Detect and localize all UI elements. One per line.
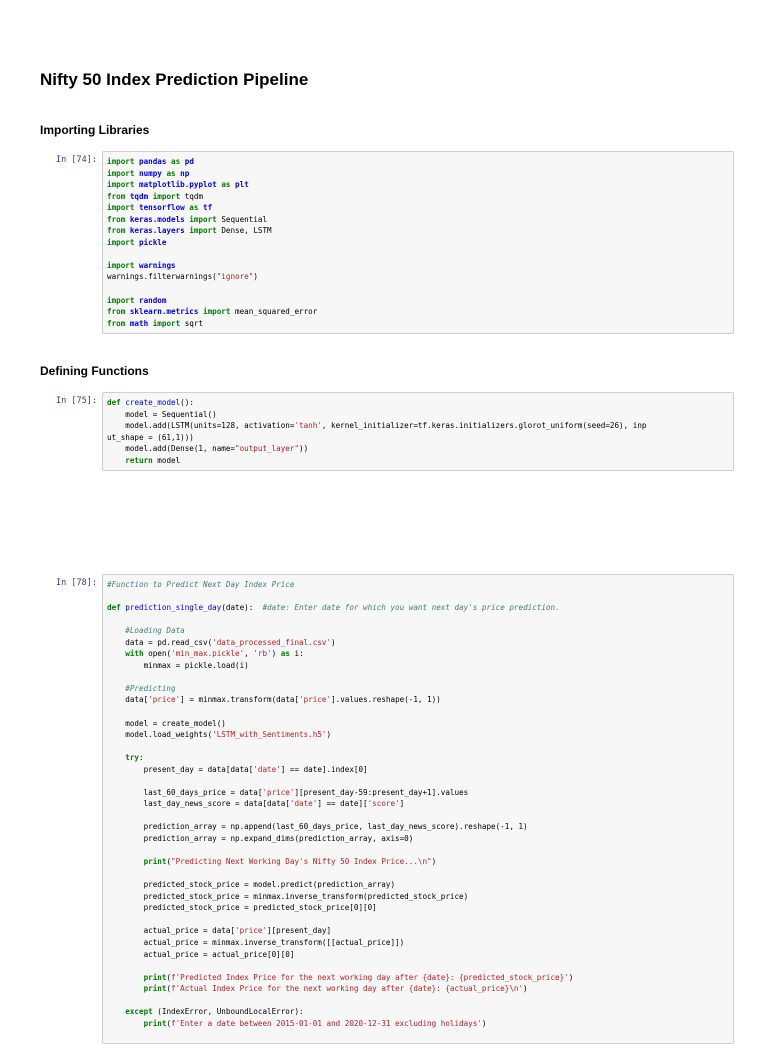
code-token: ) <box>523 984 528 994</box>
code-token: mean_squared_error <box>235 307 318 317</box>
code-line <box>107 788 468 797</box>
code-token: i: <box>294 649 304 659</box>
code-line <box>107 192 203 201</box>
code-token: 'price' <box>262 787 295 797</box>
code-token: print <box>107 972 167 982</box>
code-token: 'price' <box>148 695 181 705</box>
code-token: : <box>139 753 144 763</box>
code-token: from <box>107 226 130 236</box>
code-line <box>107 892 468 901</box>
code-token: import <box>107 260 140 270</box>
code-line <box>107 249 112 258</box>
code-token: as <box>216 180 236 190</box>
code-token: warnings.filterwarnings( <box>107 272 217 282</box>
code-line <box>107 857 436 866</box>
code-token: plt <box>235 180 249 190</box>
code-token: from <box>107 318 130 328</box>
code-token: model.add(LSTM(units=128, activation= <box>107 421 295 431</box>
code-line <box>107 203 212 212</box>
code-token: 'score' <box>367 799 400 809</box>
code-token: actual_price = data[ <box>107 926 236 936</box>
code-input[interactable] <box>102 151 734 334</box>
code-line <box>107 961 112 970</box>
code-token: f'Actual Index Price for the next working day after {date}: {actual_price}\n' <box>171 984 524 994</box>
code-token: print <box>107 857 167 867</box>
code-token: from <box>107 191 130 201</box>
code-token: import <box>107 237 140 247</box>
code-token: import <box>198 307 236 317</box>
code-token: 'date' <box>253 764 281 774</box>
code-token: Sequential <box>221 214 268 224</box>
code-line <box>107 398 194 407</box>
code-line <box>107 880 395 889</box>
code-token: actual_price = minmax.inverse_transform([[actual_price]]) <box>107 937 405 947</box>
code-line <box>107 626 185 635</box>
code-token: import <box>148 191 185 201</box>
code-line <box>107 869 112 878</box>
code-token: keras.models <box>129 214 185 224</box>
code-token: model = create_model() <box>107 718 226 728</box>
code-token: ] == date].index[0] <box>280 764 368 774</box>
code-token: actual_price = actual_price[0][0] <box>107 949 295 959</box>
code-token: (): <box>180 398 194 407</box>
code-token: return <box>107 455 158 465</box>
code-token: #date: Enter date for which you want next day's price prediction. <box>262 603 560 613</box>
code-token: ] <box>399 799 405 809</box>
code-line <box>107 638 336 647</box>
code-token: data[ <box>107 695 149 705</box>
code-token: as <box>166 157 185 166</box>
code-token: ( <box>166 1018 172 1028</box>
code-token: ) <box>431 857 437 867</box>
code-line <box>107 272 258 281</box>
code-token: 'rb' <box>253 649 272 659</box>
code-line <box>107 421 647 430</box>
code-text[interactable] <box>107 397 729 466</box>
code-line <box>107 730 331 739</box>
code-token: as <box>280 649 295 659</box>
code-token: keras.layers <box>129 226 185 236</box>
code-token: last_day_news_score = data[data[ <box>107 799 290 809</box>
code-token: prediction_array = np.expand_dims(prediction_array, axis=0) <box>107 834 414 844</box>
code-token: 'LSTM_with_Sentiments.h5' <box>212 730 327 740</box>
code-token: import <box>184 226 222 236</box>
code-token: import <box>107 168 140 178</box>
notebook-title: Nifty 50 Index Prediction Pipeline <box>40 70 309 89</box>
code-token: predicted_stock_price = predicted_stock_price[0][0] <box>107 903 377 913</box>
code-token: except <box>107 1007 158 1017</box>
section-heading-importing-libraries: Importing Libraries <box>40 123 150 137</box>
code-token: ][present_day] <box>267 926 332 936</box>
code-line <box>107 915 112 924</box>
code-token: import <box>184 214 222 224</box>
code-token: ) <box>253 272 258 282</box>
code-token: try <box>107 753 140 763</box>
code-token: open( <box>148 649 172 659</box>
code-token: , <box>244 649 254 659</box>
code-token: #Loading Data <box>107 626 185 636</box>
cell-prompt: In [75]: <box>56 396 97 406</box>
code-token: ) <box>568 972 574 982</box>
cell-prompt: In [78]: <box>56 578 97 588</box>
code-line <box>107 296 166 305</box>
code-token: ) <box>481 1018 487 1028</box>
code-token: math <box>129 318 149 328</box>
code-token: from <box>107 214 130 224</box>
code-token: print <box>107 1018 167 1028</box>
code-token: pandas <box>139 157 167 166</box>
code-input[interactable] <box>102 574 734 1044</box>
code-token: def <box>107 603 126 613</box>
code-line <box>107 603 560 612</box>
code-token: data = pd.read_csv( <box>107 637 213 647</box>
code-token: 'date' <box>289 799 318 809</box>
code-token: import <box>107 180 140 190</box>
code-token: print <box>107 984 167 994</box>
code-token: predicted_stock_price = model.predict(prediction_array) <box>107 880 396 890</box>
code-token: model.add(Dense(1, name= <box>107 444 236 454</box>
code-token: random <box>139 295 167 305</box>
code-line <box>107 444 308 453</box>
code-line <box>107 684 176 693</box>
code-token: tqdm <box>184 191 204 201</box>
code-token: prediction_single_day <box>125 603 222 613</box>
cell-prompt: In [74]: <box>56 155 97 165</box>
code-line <box>107 307 317 316</box>
code-line <box>107 261 176 270</box>
code-token: #Function to Predict Next Day Index Price <box>107 580 295 589</box>
code-token: f'Predicted Index Price for the next working day after {date}: {predicted_stock_price}' <box>171 972 569 982</box>
code-token: 'min_max.pickle' <box>171 649 245 659</box>
code-line <box>107 707 112 716</box>
code-token: import <box>107 295 140 305</box>
code-token: import <box>107 157 140 166</box>
code-token: 'data_processed_final.csv' <box>212 637 332 647</box>
code-token: def <box>107 398 126 407</box>
code-token: 'tanh' <box>294 421 322 431</box>
code-line <box>107 238 166 247</box>
code-token: ( <box>166 857 172 867</box>
code-token: predicted_stock_price = minmax.inverse_transform(predicted_stock_price) <box>107 891 469 901</box>
code-line <box>107 592 112 601</box>
code-token: sklearn.metrics <box>129 307 199 317</box>
code-line <box>107 822 528 831</box>
code-line <box>107 180 249 189</box>
code-token: as <box>161 168 181 178</box>
code-line <box>107 580 294 589</box>
code-line <box>107 834 413 843</box>
code-token: pd <box>184 157 194 166</box>
code-line <box>107 695 441 704</box>
code-token: Dense, LSTM <box>221 226 272 236</box>
code-line <box>107 1019 486 1028</box>
code-token: "Predicting Next Working Day's Nifty 50 Index Price...\n" <box>171 857 432 867</box>
code-line <box>107 811 112 820</box>
code-line <box>107 984 528 993</box>
code-input[interactable] <box>102 392 734 471</box>
code-line <box>107 661 249 670</box>
code-line <box>107 226 272 235</box>
code-line <box>107 456 180 465</box>
code-token: numpy <box>139 168 162 178</box>
code-token: )) <box>299 444 309 454</box>
code-token: 'price' <box>299 695 332 705</box>
code-line <box>107 765 368 774</box>
code-line <box>107 649 304 658</box>
code-token: #Predicting <box>107 683 176 693</box>
code-token: create_model <box>125 398 181 407</box>
code-token: ut_shape = (61,1))) <box>107 432 194 442</box>
code-line <box>107 1007 304 1016</box>
code-token: pickle <box>139 237 167 247</box>
code-token: from <box>107 307 130 317</box>
code-line <box>107 672 112 681</box>
code-token: ( <box>166 984 172 994</box>
code-token: ) <box>271 649 281 659</box>
code-token: ] == date][ <box>317 799 368 809</box>
code-token: sqrt <box>184 318 204 328</box>
code-line <box>107 753 144 762</box>
code-token: as <box>184 203 204 213</box>
code-line <box>107 319 203 328</box>
code-token: ][present_day-59:present_day+1].values <box>294 787 469 797</box>
code-line <box>107 950 294 959</box>
code-token: last_60_days_price = data[ <box>107 787 263 797</box>
code-token: model <box>157 455 181 465</box>
code-token: with <box>107 649 149 659</box>
code-token: import <box>107 203 140 213</box>
code-line <box>107 719 226 728</box>
code-token: tensorflow <box>139 203 185 213</box>
code-token: prediction_array = np.append(last_60_days_price, last_day_news_score).reshape(-1, 1) <box>107 822 528 832</box>
code-token: warnings <box>139 260 176 270</box>
code-line <box>107 799 404 808</box>
code-token: ].values.reshape(-1, 1)) <box>331 695 441 705</box>
code-token: ) <box>326 730 332 740</box>
code-line <box>107 903 377 912</box>
code-token: model = Sequential() <box>107 409 217 419</box>
code-token: f'Enter a date between 2015-01-01 and 2020-12-31 excluding holidays' <box>171 1018 482 1028</box>
code-token: , kernel_initializer=tf.keras.initializers.glorot_uniform(seed=26), inp <box>321 421 647 431</box>
code-line <box>107 846 112 855</box>
code-line <box>107 938 404 947</box>
code-token: ) <box>331 637 336 647</box>
code-token: np <box>180 168 190 178</box>
code-line <box>107 776 112 785</box>
code-line <box>107 926 331 935</box>
code-line <box>107 433 194 442</box>
code-line <box>107 973 573 982</box>
code-line <box>107 157 194 166</box>
code-line <box>107 615 112 624</box>
code-token: model.load_weights( <box>107 730 213 740</box>
code-token: ( <box>166 972 172 982</box>
code-token: (date): <box>221 603 263 613</box>
code-token: minmax = pickle.load(i) <box>107 660 249 670</box>
code-token: import <box>148 318 185 328</box>
code-token: ] = minmax.transform(data[ <box>180 695 300 705</box>
code-line <box>107 215 267 224</box>
code-token: matplotlib.pyplot <box>139 180 217 190</box>
code-text[interactable] <box>107 156 729 329</box>
code-token: "output_layer" <box>235 444 300 454</box>
code-token: tf <box>203 203 213 213</box>
code-line <box>107 284 112 293</box>
code-token: 'price' <box>235 926 268 936</box>
code-text[interactable] <box>107 579 729 1029</box>
code-line <box>107 410 217 419</box>
code-line <box>107 996 112 1005</box>
code-token: present_day = data[data[ <box>107 764 254 774</box>
code-line <box>107 169 189 178</box>
code-line <box>107 742 112 751</box>
section-heading-defining-functions: Defining Functions <box>40 364 149 378</box>
code-token: "ignore" <box>216 272 254 282</box>
code-token: (IndexError, UnboundLocalError): <box>157 1007 304 1017</box>
code-token: tqdm <box>129 191 149 201</box>
